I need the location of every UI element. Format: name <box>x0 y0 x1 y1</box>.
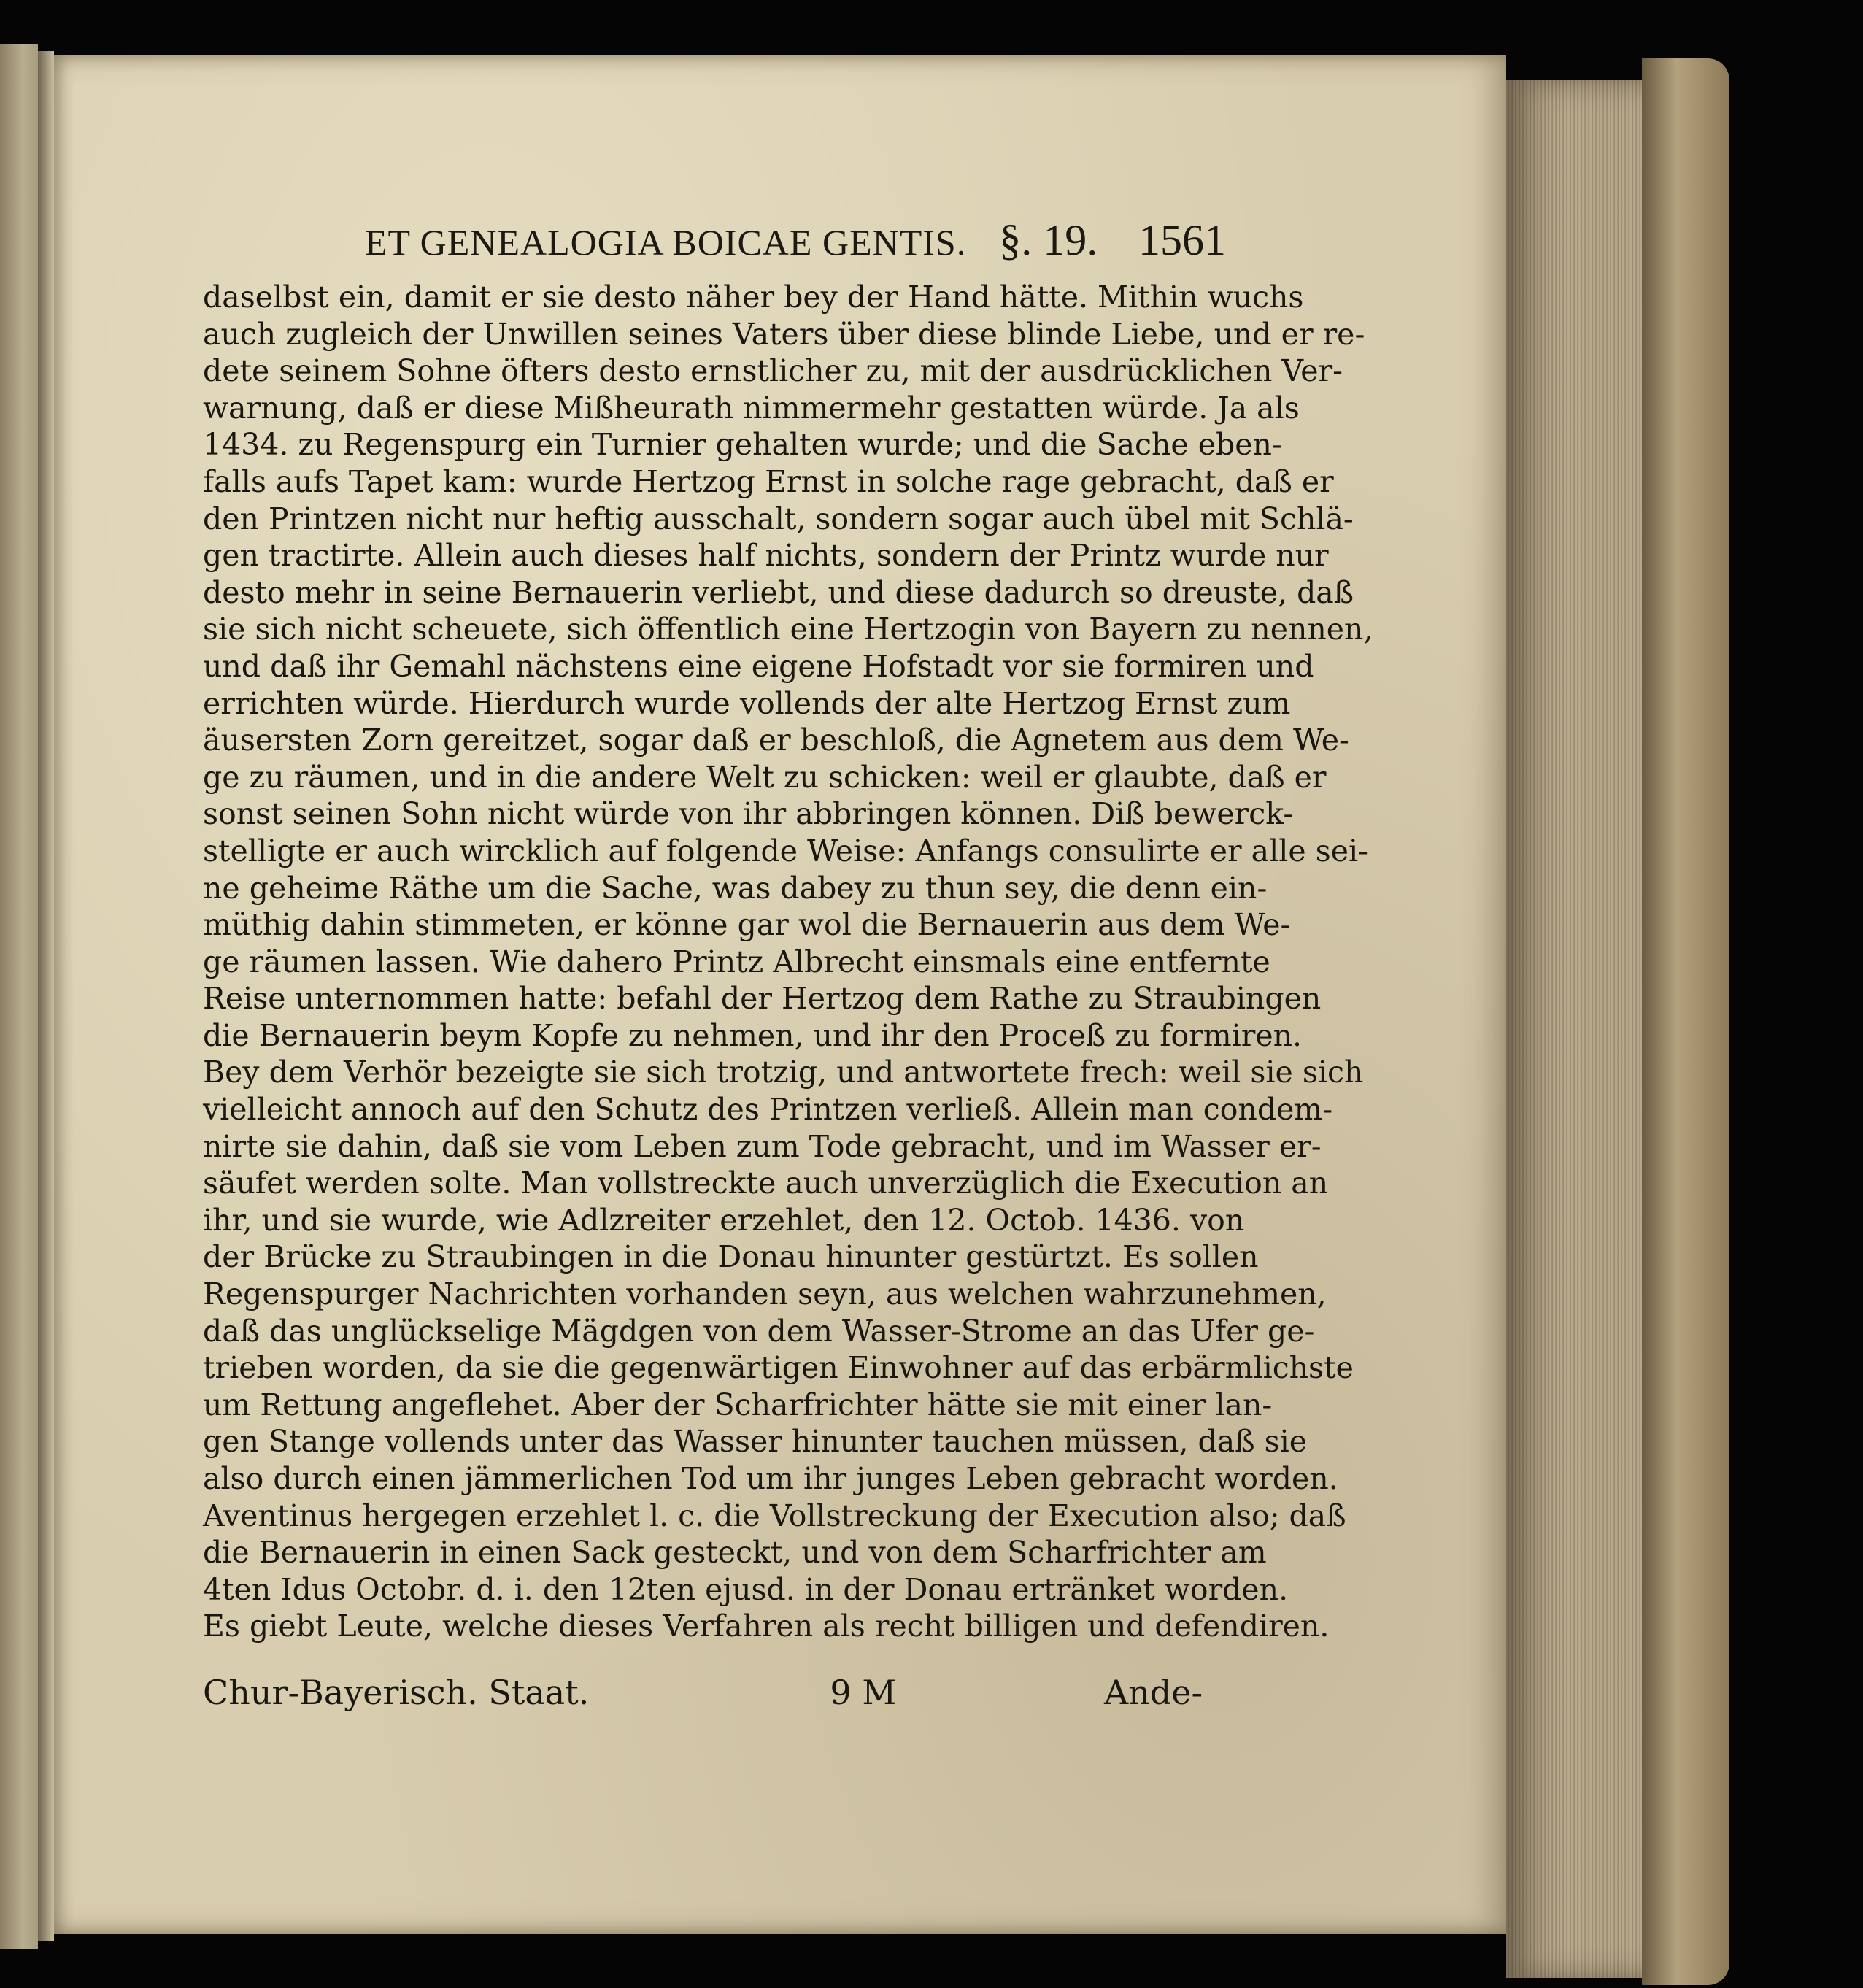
book-gutter <box>38 51 54 1941</box>
text-line: daß das unglückselige Mägdgen von dem Wasser-Strome an das Ufer ge- <box>203 1313 1315 1349</box>
text-line: Aventinus hergegen erzehlet l. c. die Vollstreckung der Execution also; daß <box>203 1498 1346 1533</box>
text-line: falls aufs Tapet kam: wurde Hertzog Ernst in solche rage gebracht, daß er <box>203 463 1334 499</box>
page-footer <box>203 1673 1203 1724</box>
text-line: Bey dem Verhör bezeigte sie sich trotzig, und antwortete frech: weil sie sich <box>203 1055 1364 1090</box>
page-header <box>365 215 1226 274</box>
page-block-edge <box>1506 80 1659 1978</box>
book-binding <box>1642 58 1729 1985</box>
text-line: und daß ihr Gemahl nächstens eine eigene Hofstadt vor sie formiren und <box>203 648 1314 684</box>
text-line: 1434. zu Regenspurg ein Turnier gehalten wurde; und die Sache eben- <box>203 427 1282 463</box>
text-line: warnung, daß er diese Mißheurath nimmermehr gestatten würde. Ja als <box>203 390 1300 425</box>
text-line: säufet werden solte. Man vollstreckte auch unverzüglich die Execution an <box>203 1166 1329 1201</box>
text-line: vielleicht annoch auf den Schutz des Printzen verließ. Allein man condem- <box>203 1092 1333 1128</box>
text-line: nirte sie dahin, daß sie vom Leben zum Tode gebracht, und im Wasser er- <box>203 1128 1322 1164</box>
text-line: ihr, und sie wurde, wie Adlzreiter erzehlet, den 12. Octob. 1436. von <box>203 1202 1245 1238</box>
page-number: 1561 <box>1138 216 1226 264</box>
text-line: Reise unternommen hatte: befahl der Hertzog dem Rathe zu Straubingen <box>203 981 1322 1017</box>
text-line: also durch einen jämmerlichen Tod um ihr junges Leben gebracht worden. <box>203 1461 1338 1496</box>
text-line: äusersten Zorn gereitzet, sogar daß er beschloß, die Agnetem aus dem We- <box>203 723 1349 758</box>
running-foot: Chur-Bayerisch. Staat. <box>203 1673 590 1712</box>
text-line: 4ten Idus Octobr. d. i. den 12ten ejusd. in der Donau ertränket worden. <box>203 1571 1289 1607</box>
text-line: dete seinem Sohne öfters desto ernstlicher zu, mit der ausdrücklichen Ver- <box>203 353 1343 389</box>
running-title: ET GENEALOGIA BOICAE GENTIS. <box>365 222 967 263</box>
body-text <box>203 279 1373 1645</box>
text-line: ge zu räumen, und in die andere Welt zu schicken: weil er glaubte, daß er <box>203 759 1327 795</box>
text-line: müthig dahin stimmeten, er könne gar wol die Bernauerin aus dem We- <box>203 907 1291 943</box>
text-line: errichten würde. Hierdurch wurde vollends der alte Hertzog Ernst zum <box>203 685 1291 721</box>
text-line: auch zugleich der Unwillen seines Vaters über diese blinde Liebe, und er re- <box>203 316 1365 352</box>
text-line: Regenspurger Nachrichten vorhanden seyn, aus welchen wahrzunehmen, <box>203 1276 1327 1312</box>
left-page-edge <box>0 44 38 1949</box>
text-line: der Brücke zu Straubingen in die Donau hinunter gestürtzt. Es sollen <box>203 1239 1259 1275</box>
catchword: Ande- <box>1103 1673 1203 1712</box>
section-number: §. 19. <box>999 216 1098 264</box>
text-line: ge räumen lassen. Wie dahero Printz Albrecht einsmals eine entfernte <box>203 944 1270 979</box>
text-line: den Printzen nicht nur heftig ausschalt, sondern sogar auch übel mit Schlä- <box>203 501 1354 536</box>
text-line: gen Stange vollends unter das Wasser hinunter tauchen müssen, daß sie <box>203 1424 1308 1460</box>
text-line: um Rettung angeflehet. Aber der Scharfrichter hätte sie mit einer lan- <box>203 1387 1273 1422</box>
text-line: ne geheime Räthe um die Sache, was dabey zu thun sey, die denn ein- <box>203 870 1268 906</box>
text-line: die Bernauerin in einen Sack gesteckt, und von dem Scharfrichter am <box>203 1535 1267 1571</box>
text-line: daselbst ein, damit er sie desto näher bey der Hand hätte. Mithin wuchs <box>203 280 1304 315</box>
text-line: desto mehr in seine Bernauerin verliebt, und diese dadurch so dreuste, daß <box>203 574 1354 610</box>
text-line: die Bernauerin beym Kopfe zu nehmen, und ihr den Proceß zu formiren. <box>203 1017 1303 1053</box>
text-line: Es giebt Leute, welche dieses Verfahren als recht billigen und defendiren. <box>203 1608 1330 1644</box>
text-line: sonst seinen Sohn nicht würde von ihr abbringen können. Diß bewerck- <box>203 796 1294 832</box>
text-line: stelligte er auch wircklich auf folgende Weise: Anfangs consulirte er alle sei- <box>203 833 1368 868</box>
text-line: sie sich nicht scheuete, sich öffentlich eine Hertzogin von Bayern zu nennen, <box>203 612 1373 647</box>
text-line: trieben worden, da sie die gegenwärtigen Einwohner auf das erbärmlichste <box>203 1350 1354 1386</box>
text-line: gen tractirte. Allein auch dieses half nichts, sondern der Printz wurde nur <box>203 538 1329 574</box>
signature-mark: 9 M <box>830 1673 897 1712</box>
